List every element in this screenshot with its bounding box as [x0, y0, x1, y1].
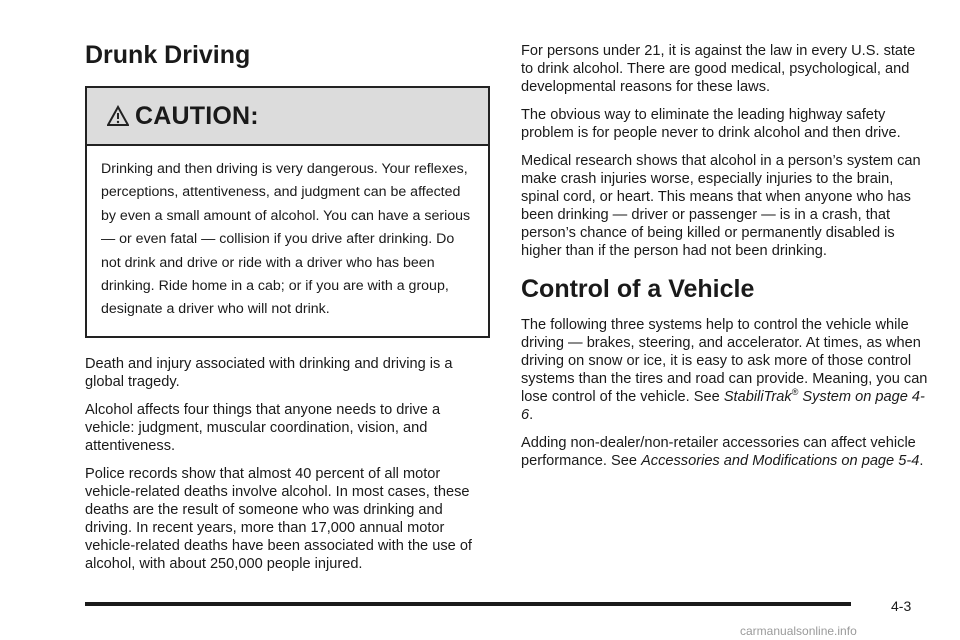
- paragraph: Medical research shows that alcohol in a person’s system can make crash injuries worse, especially injuries to the brain, spinal cord, or heart. This means that when anyone who has been drinking — driver or passenger — is in a crash, that person’s chance of being killed or permanently disabled is higher than if the person had not been drinking.: [521, 153, 921, 259]
- paragraph: Alcohol affects four things that anyone needs to drive a vehicle: judgment, muscular coordination, vision, and attentiveness.: [85, 401, 441, 454]
- paragraph: Death and injury associated with drinking and driving is a global tragedy.: [85, 355, 453, 390]
- paragraph-text: Adding non-dealer/non-retailer accessories can affect vehicle performance. See: [521, 435, 916, 469]
- accessories-reference-link[interactable]: Accessories and Modifications on page 5-4: [641, 453, 920, 469]
- punctuation: .: [919, 453, 924, 469]
- right-column: [521, 42, 931, 480]
- paragraph: [521, 434, 931, 470]
- registered-mark: ®: [791, 387, 799, 398]
- warning-triangle-icon: [107, 105, 129, 127]
- footer-rule: [85, 602, 851, 606]
- paragraph: The obvious way to eliminate the leading highway safety problem is for people never to drink alcohol and then drive.: [521, 107, 901, 141]
- caution-header: [87, 88, 488, 146]
- watermark: carmanualsonline.info: [740, 624, 857, 638]
- paragraph: For persons under 21, it is against the law in every U.S. state to drink alcohol. There are good medical, psychological, and developmental reasons for these laws.: [521, 43, 916, 95]
- caution-label: CAUTION:: [135, 101, 259, 130]
- paragraph-text: The following three systems help to control the vehicle while driving — brakes, steering, and accelerator. At times, as when driving on snow or ice, it is easy to ask more of those control systems than the tires and road can provide. Meaning, you can lose control of the vehicle. See: [521, 317, 928, 405]
- section-title-drunk-driving: Drunk Driving: [85, 41, 251, 69]
- left-column: [85, 40, 490, 583]
- reference-text: System on page 4-6: [521, 389, 925, 423]
- caution-text: Drinking and then driving is very dangerous. Your reflexes, perceptions, attentiveness, and judgment can be affected by even a small amount of alcohol. You can have a serious — or even fatal — collision if you drive after drinking. Do not drink and drive or ride with a driver who has been drinking. Ride home in a cab; or if you are with a group, designate a driver who will not drink.: [101, 161, 471, 318]
- punctuation: .: [529, 407, 534, 423]
- reference-text: StabiliTrak: [723, 389, 792, 405]
- section-title-control-of-vehicle: Control of a Vehicle: [521, 275, 755, 303]
- paragraph: Police records show that almost 40 percent of all motor vehicle-related deaths involve alcohol. In most cases, these deaths are the result of someone who was drinking and driving. In recent years, more than 17,000 annual motor vehicle-related deaths have been associated with the use of alcohol, with about 250,000 people injured.: [85, 465, 472, 572]
- caution-box: [85, 86, 490, 338]
- paragraph: [521, 316, 931, 424]
- page-number: 4-3: [891, 598, 912, 614]
